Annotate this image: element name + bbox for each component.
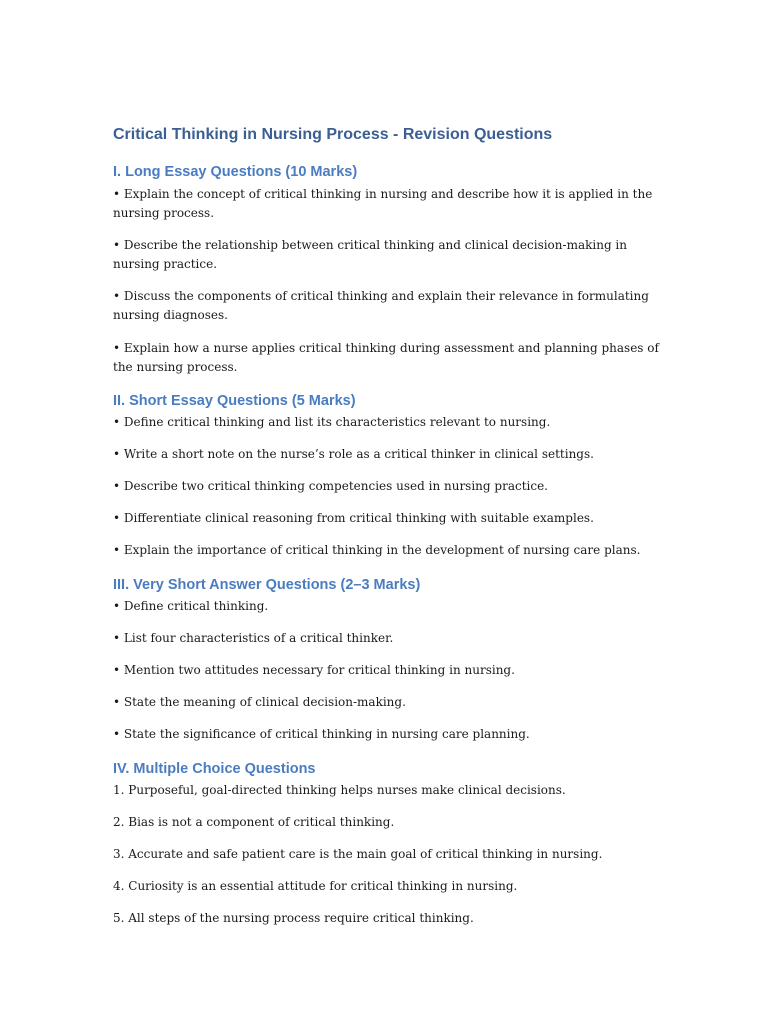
list-item: • Write a short note on the nurse’s role as a critical thinker in clinical settings. (113, 447, 594, 461)
list-item: • Explain the concept of critical thinking in nursing and describe how it is applied in the nursing process. (113, 187, 653, 220)
list-item: • Explain how a nurse applies critical thinking during assessment and planning phases of the nursing process. (113, 341, 659, 374)
list-item: 4. Curiosity is an essential attitude for critical thinking in nursing. (113, 879, 518, 893)
list-item: • Define critical thinking. (113, 599, 269, 613)
document-title: Critical Thinking in Nursing Process - Revision Questions (113, 126, 553, 143)
list-item: • Discuss the components of critical thinking and explain their relevance in formulating nursing diagnoses. (113, 289, 649, 322)
list-item: 3. Accurate and safe patient care is the main goal of critical thinking in nursing. (113, 847, 603, 861)
list-item: • List four characteristics of a critical thinker. (113, 631, 394, 645)
list-item: 5. All steps of the nursing process require critical thinking. (113, 911, 474, 925)
list-item: • State the meaning of clinical decision-making. (113, 695, 406, 709)
list-item: • Differentiate clinical reasoning from critical thinking with suitable examples. (113, 511, 594, 525)
list-item: • Mention two attitudes necessary for critical thinking in nursing. (113, 663, 515, 677)
section-heading-very-short-answer: III. Very Short Answer Questions (2–3 Marks) (113, 577, 421, 593)
list-item: • Explain the importance of critical thinking in the development of nursing care plans. (113, 543, 641, 557)
section-heading-short-essay: II. Short Essay Questions (5 Marks) (113, 393, 356, 409)
list-item: • State the significance of critical thinking in nursing care planning. (113, 727, 530, 741)
section-heading-mcq: IV. Multiple Choice Questions (113, 761, 316, 777)
list-item: • Describe the relationship between critical thinking and clinical decision-making in nursing practice. (113, 238, 628, 271)
list-item: 2. Bias is not a component of critical thinking. (113, 815, 395, 829)
list-item: • Define critical thinking and list its characteristics relevant to nursing. (113, 415, 551, 429)
list-item: • Describe two critical thinking competencies used in nursing practice. (113, 479, 548, 493)
list-item: 1. Purposeful, goal-directed thinking helps nurses make clinical decisions. (113, 783, 566, 797)
section-heading-long-essay: I. Long Essay Questions (10 Marks) (113, 164, 358, 180)
